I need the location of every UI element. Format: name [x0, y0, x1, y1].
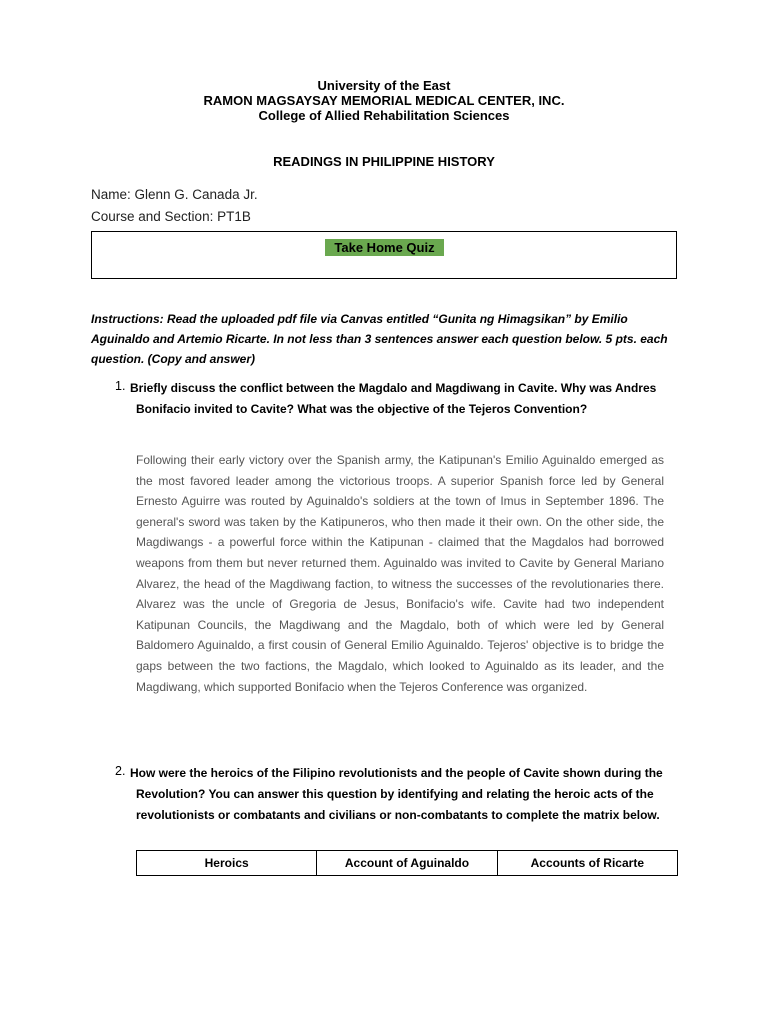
matrix-header-heroics: Heroics: [137, 851, 317, 876]
student-name: Name: Glenn G. Canada Jr.: [91, 187, 258, 202]
course-title: READINGS IN PHILIPPINE HISTORY: [273, 154, 495, 169]
college-name: College of Allied Rehabilitation Sciences: [258, 108, 510, 123]
matrix-header-row: [137, 851, 678, 876]
heroics-matrix: [136, 850, 678, 876]
question-1-number: 1.: [115, 379, 126, 393]
question-1-answer: Following their early victory over the Spanish army, the Katipunan's Emilio Aguinaldo emerged as the most favored leader among the victorious troops. A superior Spanish force led by General Ernesto Aguirre was routed by Aguinaldo's soldiers at the town of Imus in September 1896. The general's sword was taken by the Katipuneros, who then made it their own. On the other side, the Magdiwangs - a powerful force within the Katipunan - claimed that the Magdalos had borrowed weapons from them but never returned them. Aguinaldo was invited to Cavite by General Mariano Alvarez, the head of the Magdiwang faction, to witness the successes of the revolutionaries there. Alvarez was the uncle of Gregoria de Jesus, Bonifacio's wife. Cavite had two independent Katipunan Councils, the Magdiwang and the Magdalo, both of which were led by General Baldomero Aguinaldo, a first cousin of General Emilio Aguinaldo. Tejeros' objective is to bridge the gaps between the two factions, the Magdalo, which looked to Aguinaldo as its leader, and the Magdiwang, which supported Bonifacio when the Tejeros Conference was organized.: [136, 453, 664, 694]
medical-center-name: RAMON MAGSAYSAY MEMORIAL MEDICAL CENTER, INC.: [203, 93, 565, 108]
matrix-header-ricarte: Accounts of Ricarte: [497, 851, 677, 876]
instructions: Instructions: Read the uploaded pdf file via Canvas entitled “Gunita ng Himagsikan” by Emilio Aguinaldo and Artemio Ricarte. In not less than 3 sentences answer each question below. 5 pts. each question. (Copy and answer): [91, 312, 668, 366]
question-2-text: How were the heroics of the Filipino revolutionists and the people of Cavite shown during the Revolution? You can answer this question by identifying and relating the heroic acts of the revolutionists or combatants and civilians or non-combatants to complete the matrix below.: [130, 766, 663, 822]
question-2-number: 2.: [115, 764, 126, 778]
matrix-header-aguinaldo: Account of Aguinaldo: [317, 851, 497, 876]
university-name: University of the East: [317, 78, 451, 93]
course-section: Course and Section: PT1B: [91, 209, 251, 224]
question-1-text: Briefly discuss the conflict between the Magdalo and Magdiwang in Cavite. Why was Andres Bonifacio invited to Cavite? What was the objective of the Tejeros Convention?: [130, 381, 657, 416]
quiz-title-label: Take Home Quiz: [325, 239, 444, 256]
